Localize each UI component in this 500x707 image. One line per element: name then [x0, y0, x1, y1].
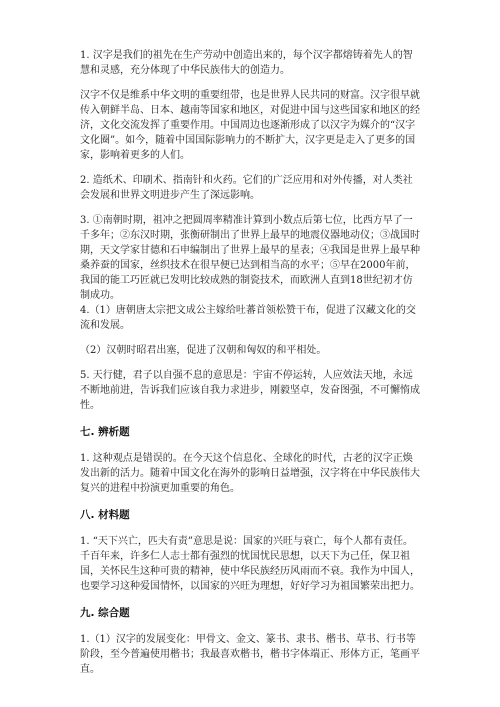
section-heading-analysis: 七. 辨析题 [80, 426, 130, 438]
answer-paragraph-1: 1. 汉字是我们的祖先在生产劳动中创造出来的，每个汉字都熔铸着先人的智慧和灵感，充分体现了中华民族伟大的创造力。 [80, 50, 413, 76]
answer-paragraph-2: 汉字不仅是维系中华文明的重要纽带，也是世界人民共同的财富。汉字很早就传入朝鲜半岛、日本、越南等国家和地区，对促进中国与这些国家和地区的经济，文化交流发挥了重要作用。中国周边也逐渐形成了以汉字为媒介的“汉字文化圈”。如今，随着中国国际影响力的不断扩大，汉字更是走入了更多的国家，影响着更多的人们。 [80, 90, 420, 161]
section-heading-material: 八. 材料题 [80, 509, 130, 521]
answer-paragraph-4: 3. ①南朝时期，祖冲之把圆周率精准计算到小数点后第七位，比西方早了一千多年；②东汉时期，张衡研制出了世界上最早的地震仪器地动仪；③战国时期，天文学家甘德和石申编制出了世界上最早的星表；④我国是世界上最早种桑养蚕的国家，丝织技术在很早便已达到相当高的水平；⑤早在2000年前，我国的能工巧匠就已发明比较成熟的制瓷技术，而欧洲人直到18世纪初才仿制成功。 [80, 215, 420, 301]
answer-paragraph-7: 5. 天行健，君子以自强不息的意思是：宇宙不停运转，人应效法天地，永远不断地前进，告诉我们应该自我力求进步，刚毅坚卓，发奋图强，不可懈惰成性。 [80, 370, 420, 411]
answer-paragraph-6: （2）汉朝时昭君出塞，促进了汉朝和匈奴的和平相处。 [80, 345, 327, 356]
answer-paragraph-8: 1. 这种观点是错误的。在今天这个信息化、全球化的时代，古老的汉字正焕发出新的活力。随着中国文化在海外的影响日益增强，汉字将在中华民族伟大复兴的进程中扮演更加重要的角色。 [80, 453, 420, 494]
answer-paragraph-10: 1.（1）汉字的发展变化：甲骨文、金文、篆书、隶书、楷书、草书、行书等阶段，至今普遍使用楷书；我最喜欢楷书，楷书字体端正、形体方正，笔画平直。 [80, 634, 420, 675]
document-content [80, 48, 420, 687]
answer-paragraph-9: 1. “天下兴亡，匹夫有责”意思是说：国家的兴旺与衰亡，每个人都有责任。千百年来，许多仁人志士都有强烈的忧国忧民思想，以天下为己任，保卫祖国，关怀民生这种可贵的精神，使中华民族经历风雨而不衰。我作为中国人，也要学习这种爱国情怀，以国家的兴旺为理想，好好学习为祖国繁荣出把力。 [80, 536, 420, 592]
answer-paragraph-3: 2. 造纸术、印刷术、指南针和火药。它们的广泛应用和对外传播，对人类社会发展和世界文明进步产生了深远影响。 [80, 175, 413, 201]
section-heading-comprehensive: 九. 综合题 [80, 607, 130, 619]
answer-paragraph-5: 4.（1）唐朝唐太宗把文成公主嫁给吐蕃首领松赞干布，促进了汉藏文化的交流和发展。 [80, 305, 416, 331]
